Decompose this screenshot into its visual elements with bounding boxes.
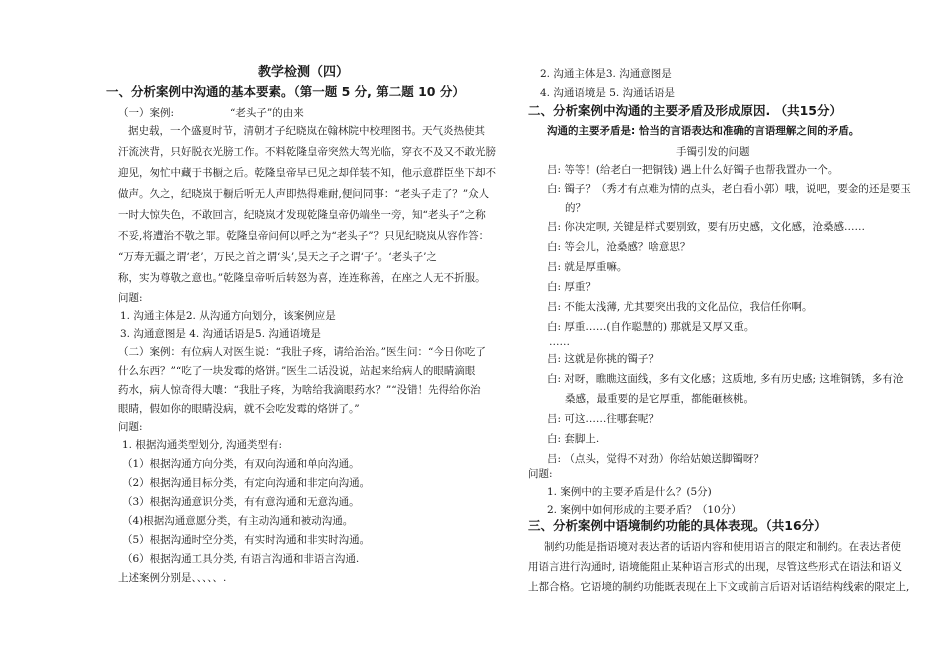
communication-type-item: （4)根据沟通意愿分类，有主动沟通和被动沟通。 <box>122 515 354 527</box>
case-1-title: “老头子”的由来 <box>230 107 304 119</box>
case-2-paragraph-line: 什么东西？”“吃了一块发霉的烙饼。”医生二话没说，站起来给病人的眼睛滴眼 <box>118 365 476 377</box>
communication-type-item: （6）根据沟通工具分类, 有语言沟通和非语言沟通. <box>122 553 360 565</box>
dialogue-line: 吕: 可这……往哪套呢？ <box>547 413 659 425</box>
section-2-heading: 二、分析案例中沟通的主要矛盾及形成原因. （共15分） <box>528 103 842 118</box>
case-1-question: 3. 沟通意图是 4. 沟通话语是5. 沟通语境是 <box>120 328 321 340</box>
case-1-question-label: 问题: <box>118 292 143 304</box>
case-1-paragraph-line: 做声。久之，纪晓岚于橱后听无人声即热得难耐,便问同事：“老头子走了？”众人 <box>118 188 490 200</box>
case-2-paragraph-line: （二）案例：有位病人对医生说：“我肚子疼，请给治治。”医生问：“今日你吃了 <box>118 346 486 358</box>
question-continuation: 2. 沟通主体是3. 沟通意图是 <box>540 68 672 80</box>
section-2-question: 1. 案例中的主要矛盾是什么？(5分) <box>547 486 712 498</box>
dialogue-line: 白: 镯子？（秀才有点难为情的点头，老白看小郭）哦，说吧，要金的还是要玉 <box>547 183 911 195</box>
case-2-paragraph-line: 药水，病人惊奇得大嚷：“我肚子疼，为啥给我滴眼药水？”“没错！先得给你治 <box>118 384 481 396</box>
case-1-paragraph-line: 汗流浃背，只好脱衣光膀工作。不料乾隆皇帝突然大驾光临，穿衣不及又不敢光膀 <box>118 146 496 158</box>
section-1-heading: 一、分析案例中沟通的基本要素。（第一题 5 分, 第二题 10 分） <box>106 84 465 99</box>
case-1-question: 1. 沟通主体是2. 从沟通方向划分，该案例应是 <box>120 310 336 322</box>
dialogue-title: 手镯引发的问题 <box>676 146 750 158</box>
section-2-question: 2. 案例中如何形成的主要矛盾？（10分） <box>547 504 742 516</box>
communication-type-item: （2）根据沟通目标分类，有定向沟通和非定向沟通。 <box>122 477 371 489</box>
case-1-label: （一）案例: <box>118 107 175 119</box>
question-continuation: 4. 沟通语境是 5. 沟通话语是 <box>540 87 676 99</box>
section-2-note: 沟通的主要矛盾是: 恰当的言语表达和准确的言语理解之间的矛盾。 <box>547 125 860 137</box>
section-3-paragraph-line: 制约功能是指语境对表达者的话语内容和使用语言的限定和制约。在表达者使 <box>544 541 901 553</box>
dialogue-ellipsis: …… <box>549 336 570 348</box>
dialogue-line: 吕: 你决定呗, 关键是样式要别致，要有历史感，文化感，沧桑感…… <box>547 221 866 233</box>
dialogue-line: 吕: 不能太浅薄, 尤其要突出我的文化品位，我信任你啊。 <box>547 301 813 313</box>
dialogue-line: 白: 对呀，瞧瞧这面线，多有文化感；这质地, 多有历史感; 这堆铜锈，多有沧 <box>547 373 904 385</box>
dialogue-line: 白: 厚重？ <box>547 281 596 293</box>
section-3-heading: 三、分析案例中语境制约功能的具体表现。（共16分） <box>528 518 827 533</box>
case-2-question-label: 问题: <box>118 421 143 433</box>
dialogue-line: 吕: 就是厚重嘛。 <box>547 261 628 273</box>
communication-type-item: （5）根据沟通时空分类，有实时沟通和非实时沟通。 <box>122 534 371 546</box>
case-1-paragraph-line: 称，实为尊敬之意也。”乾隆皇帝听后转怒为喜，连连称善，在座之人无不折服。 <box>118 272 486 284</box>
case-1-paragraph-line: “万寿无疆之谓‘老’，万民之首之谓‘头’,昊天之子之谓‘子’。‘老头子’之 <box>118 251 437 263</box>
case-1-paragraph-line: 迎见，匆忙中藏于书橱之后。乾隆皇帝早已见之却佯装不知，他示意群臣坐下却不 <box>118 167 496 179</box>
case-2-footer: 上述案例分别是、、、、、. <box>118 572 227 584</box>
dialogue-line: 吕: 等等！(给老白一把铜钱) 遇上什么好镯子也帮我置办一个。 <box>547 164 839 176</box>
case-2-paragraph-line: 眼睛，假如你的眼睛没病，就不会吃发霉的烙饼了。” <box>118 403 360 415</box>
case-2-question: 1. 根据沟通类型划分, 沟通类型有: <box>122 439 283 451</box>
dialogue-line: 吕: （点头，觉得不对劲）你给姑娘送脚镯呀？ <box>547 453 764 465</box>
dialogue-line: 白: 等会儿，沧桑感？啥意思？ <box>547 241 691 253</box>
dialogue-line: 白: 厚重……(自作聪慧的) 那就是又厚又重。 <box>547 321 755 333</box>
communication-type-item: （3）根据沟通意识分类，有有意沟通和无意沟通。 <box>122 496 360 508</box>
dialogue-line: 白: 套脚上. <box>547 433 600 445</box>
section-2-question-label: 问题: <box>528 468 553 480</box>
case-1-paragraph-line: 据史载，一个盛夏时节，清朝才子纪晓岚在翰林院中校理图书。天气炎热使其 <box>128 125 485 137</box>
dialogue-line: 桑感，最重要的是它厚重，都能砸核桃。 <box>565 393 754 405</box>
section-3-paragraph-line: 用语言进行沟通时, 语境能阻止某种语言形式的出现，尽管这些形式在语法和语义 <box>528 561 903 573</box>
case-1-paragraph-line: 不妥,将遭治不敬之罪。乾隆皇帝问何以呼之为“老头子”？只见纪晓岚从容作答： <box>118 230 490 242</box>
document-title: 教学检测（四） <box>258 65 350 80</box>
dialogue-line: 的？ <box>565 202 586 214</box>
section-3-paragraph-line: 上都合格。它语境的制约功能既表现在上下文或前言后语对话语结构线索的限定上, <box>528 581 910 593</box>
case-1-paragraph-line: 一时大惊失色，不敢回言，纪晓岚才发现乾隆皇帝仍端坐一旁，知“老头子”之称 <box>118 209 486 221</box>
communication-type-item: （1）根据沟通方向分类，有双向沟通和单向沟通。 <box>122 458 360 470</box>
dialogue-line: 吕: 这就是你挑的镯子？ <box>547 353 659 365</box>
